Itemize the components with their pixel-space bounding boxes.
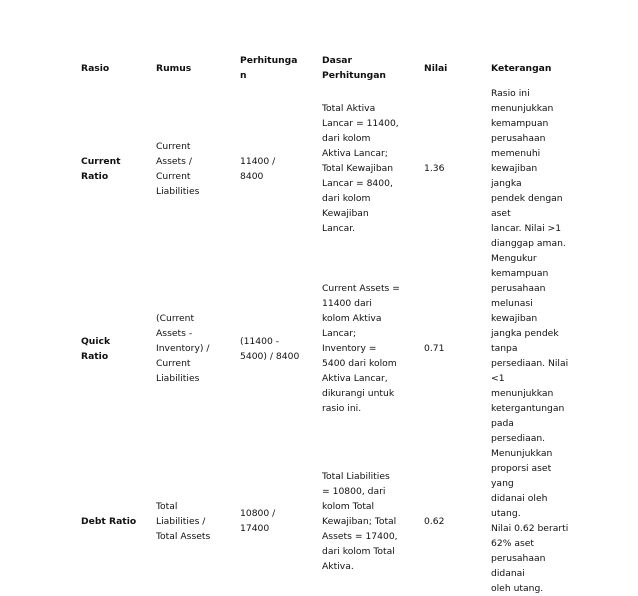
cell-rumus: Current Assets / Current Liabilities	[156, 140, 200, 197]
header-dasar-perhitungan: Dasar Perhitungan	[322, 55, 386, 81]
cell-dasar-perhitungan: Current Assets = 11400 dari kolom Aktiva Lancar; Inventory = 5400 dari kolom Aktiva Lancar, dikurangi untuk rasio ini.	[322, 283, 400, 414]
header-rumus: Rumus	[156, 62, 192, 74]
cell-rasio: Current Ratio	[81, 155, 121, 182]
cell-rumus: Total Liabilities / Total Assets	[156, 500, 211, 542]
header-perhitungan: Perhitunga n	[240, 55, 298, 81]
cell-keterangan: Menunjukkan proporsi aset yang didanai oleh utang. Nilai 0.62 berarti 62% aset perusahaan didanai oleh utang.	[491, 448, 569, 594]
cell-perhitungan: (11400 - 5400) / 8400	[240, 335, 300, 362]
cell-nilai: 1.36	[424, 163, 445, 174]
cell-nilai: 0.62	[424, 515, 445, 527]
cell-dasar-perhitungan: Total Liabilities = 10800, dari kolom Total Kewajiban; Total Assets = 17400, dari kolom Total Aktiva.	[322, 470, 398, 572]
cell-dasar-perhitungan: Total Aktiva Lancar = 11400, dari kolom Aktiva Lancar; Total Kewajiban Lancar = 8400, dari kolom Kewajiban Lancar.	[322, 103, 399, 234]
table-row	[75, 446, 575, 596]
cell-keterangan: Rasio ini menunjukkan kemampuan perusahaan memenuhi kewajiban jangka pendek dengan aset lancar. Nilai >1 dianggap aman.	[491, 88, 566, 249]
table-header-row	[75, 50, 575, 86]
cell-rasio: Debt Ratio	[81, 515, 137, 527]
table-row	[75, 251, 575, 446]
cell-nilai: 0.71	[424, 343, 445, 354]
cell-rumus: (Current Assets - Inventory) / Current Liabilities	[156, 313, 210, 384]
ratio-table	[75, 50, 575, 596]
header-rasio: Rasio	[81, 62, 110, 74]
cell-perhitungan: 10800 / 17400	[240, 508, 276, 534]
header-nilai: Nilai	[424, 62, 448, 74]
cell-perhitungan: 11400 / 8400	[240, 155, 276, 182]
header-keterangan: Keterangan	[491, 62, 552, 74]
table-row	[75, 86, 575, 251]
cell-rasio: Quick Ratio	[81, 335, 111, 362]
cell-keterangan: Mengukur kemampuan perusahaan melunasi kewajiban jangka pendek tanpa persediaan. Nilai <1 menunjukkan ketergantungan pada persediaan.	[491, 253, 569, 444]
